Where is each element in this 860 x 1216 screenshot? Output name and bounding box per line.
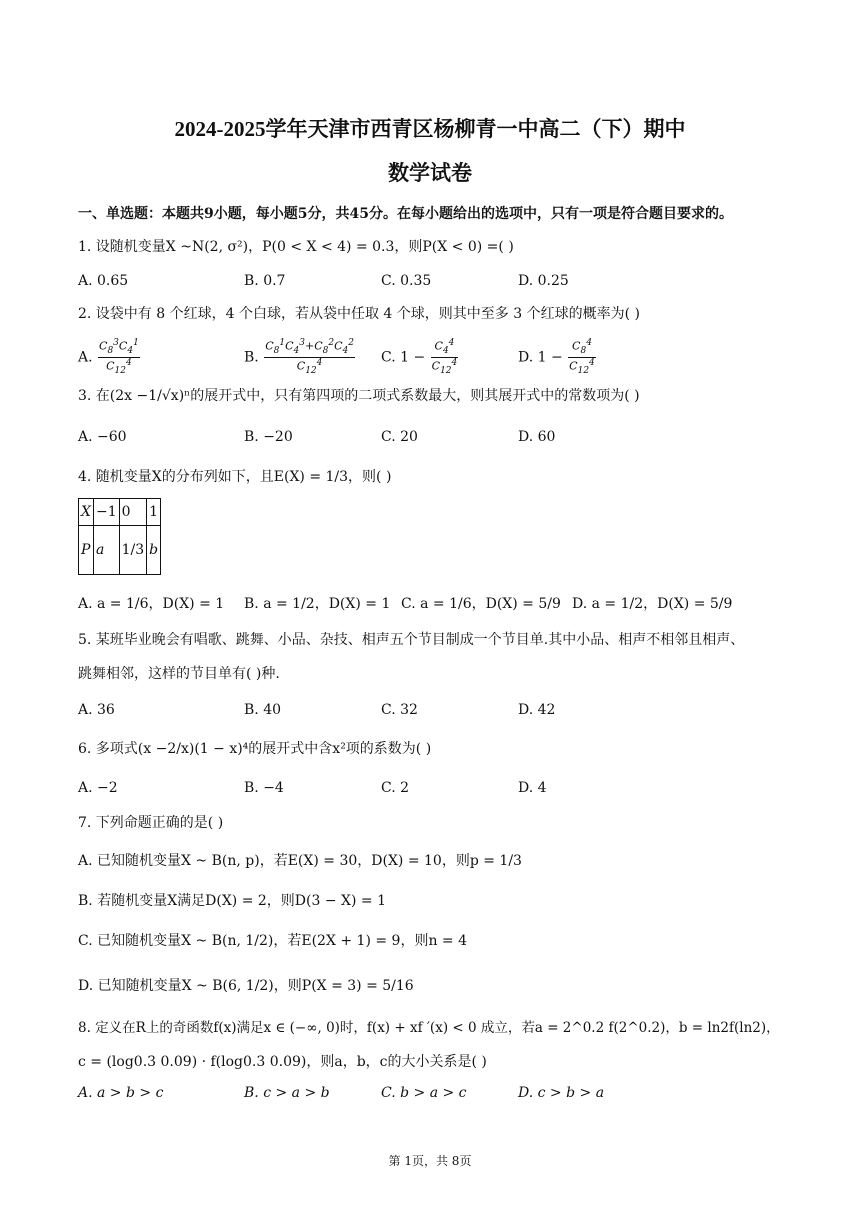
q8-option-b: B. c > a > b bbox=[244, 1085, 330, 1101]
question-2-stem: 2. 设袋中有 8 个红球，4 个白球，若从袋中任取 4 个球，则其中至多 3 个红球的概率为( ) bbox=[78, 306, 640, 322]
q2-option-c: C. 1 − $\frac{C_4^4}{C_{12}^4}$ bbox=[381, 338, 458, 376]
distribution-table bbox=[78, 498, 161, 575]
q4-option-d: D. a = 1/2，D(X) = 5/9 bbox=[572, 596, 733, 612]
q5-option-c: C. 32 bbox=[381, 702, 418, 718]
table-cell: X bbox=[79, 499, 94, 526]
q6-option-d: D. 4 bbox=[518, 780, 547, 796]
q2-option-a: A. $\frac{C_8^3C_4^1}{C_{12}^4}$ bbox=[78, 338, 139, 376]
q7-option-c: C. 已知随机变量X ~ B(n, 1/2)，若E(2X + 1) = 9，则n = 4 bbox=[78, 933, 468, 949]
question-6-stem: 6. 多项式(x −2/x)(1 − x)⁴的展开式中含x²项的系数为( ) bbox=[78, 741, 432, 757]
q7-option-d: D. 已知随机变量X ~ B(6, 1/2)，则P(X = 3) = 5/16 bbox=[78, 978, 414, 994]
q8-option-d: D. c > b > a bbox=[518, 1085, 605, 1101]
question-8-stem-line2: c = (log0.3 0.09) · f(log0.3 0.09)，则a，b，c的大小关系是( ) bbox=[78, 1054, 487, 1070]
q1-option-d: D. 0.25 bbox=[518, 273, 569, 289]
exam-title: 2024-2025学年天津市西青区杨柳青一中高二（下）期中 bbox=[174, 117, 686, 141]
q2-option-d: D. 1 − $\frac{C_8^4}{C_{12}^4}$ bbox=[518, 338, 595, 376]
question-1-stem: 1. 设随机变量X ~N(2, σ²)，P(0 < X < 4) = 0.3，则P(X < 0) =( ) bbox=[78, 239, 514, 255]
q3-option-b: B. −20 bbox=[244, 429, 293, 445]
table-cell: 1/3 bbox=[119, 526, 147, 575]
q1-option-a: A. 0.65 bbox=[78, 273, 129, 289]
question-5-stem-line1: 5. 某班毕业晚会有唱歌、跳舞、小品、杂技、相声五个节目制成一个节目单.其中小品、相声不相邻且相声、 bbox=[78, 632, 745, 648]
question-8-stem-line1: 8. 定义在R上的奇函数f(x)满足x ∈ (−∞, 0)时，f(x) + xf ′(x) < 0 成立，若a = 2^0.2 f(2^0.2)，b = ln2f(ln2)， bbox=[78, 1020, 780, 1036]
q6-option-a: A. −2 bbox=[78, 780, 118, 796]
q6-option-b: B. −4 bbox=[244, 780, 284, 796]
q7-option-b: B. 若随机变量X满足D(X) = 2，则D(3 − X) = 1 bbox=[78, 893, 386, 909]
question-3-stem: 3. 在(2x −1/√x)ⁿ的展开式中，只有第四项的二项式系数最大，则其展开式中的常数项为( ) bbox=[78, 388, 640, 404]
question-4-stem: 4. 随机变量X的分布列如下，且E(X) = 1/3，则( ) bbox=[78, 469, 392, 485]
q5-option-a: A. 36 bbox=[78, 702, 115, 718]
table-cell: 1 bbox=[147, 499, 161, 526]
q1-option-b: B. 0.7 bbox=[244, 273, 286, 289]
q2-option-c-letter: C. 1 − bbox=[381, 349, 426, 366]
exam-subtitle: 数学试卷 bbox=[388, 161, 472, 185]
section-heading: 一、单选题：本题共9小题，每小题5分，共45分。在每小题给出的选项中，只有一项是符合题目要求的。 bbox=[78, 206, 733, 222]
q6-option-c: C. 2 bbox=[381, 780, 410, 796]
table-cell: P bbox=[79, 526, 94, 575]
table-cell: −1 bbox=[93, 499, 119, 526]
q8-option-a: A. a > b > c bbox=[78, 1085, 164, 1101]
q4-option-b: B. a = 1/2，D(X) = 1 bbox=[244, 596, 391, 612]
q7-option-a: A. 已知随机变量X ~ B(n, p)，若E(X) = 30，D(X) = 10，则p = 1/3 bbox=[78, 853, 522, 869]
q3-option-c: C. 20 bbox=[381, 429, 418, 445]
q4-option-a: A. a = 1/6，D(X) = 1 bbox=[78, 596, 225, 612]
q5-option-d: D. 42 bbox=[518, 702, 556, 718]
q3-option-d: D. 60 bbox=[518, 429, 556, 445]
question-5-stem-line2: 跳舞相邻，这样的节目单有( )种. bbox=[78, 666, 280, 682]
q5-option-b: B. 40 bbox=[244, 702, 282, 718]
table-cell: 0 bbox=[119, 499, 147, 526]
q3-option-a: A. −60 bbox=[78, 429, 127, 445]
q2-option-a-letter: A. bbox=[78, 349, 93, 366]
q4-option-c: C. a = 1/6，D(X) = 5/9 bbox=[401, 596, 561, 612]
q2-option-b: B. $\frac{C_8^1C_4^3+C_8^2C_4^2}{C_{12}^4}$ bbox=[244, 338, 354, 376]
question-7-stem: 7. 下列命题正确的是( ) bbox=[78, 815, 224, 831]
table-cell: a bbox=[93, 526, 119, 575]
q2-option-d-letter: D. 1 − bbox=[518, 349, 563, 366]
q2-option-b-letter: B. bbox=[244, 349, 259, 366]
q8-option-c: C. b > a > c bbox=[381, 1085, 467, 1101]
table-cell: b bbox=[147, 526, 161, 575]
page-footer: 第 1页，共 8页 bbox=[388, 1154, 472, 1168]
q1-option-c: C. 0.35 bbox=[381, 273, 432, 289]
